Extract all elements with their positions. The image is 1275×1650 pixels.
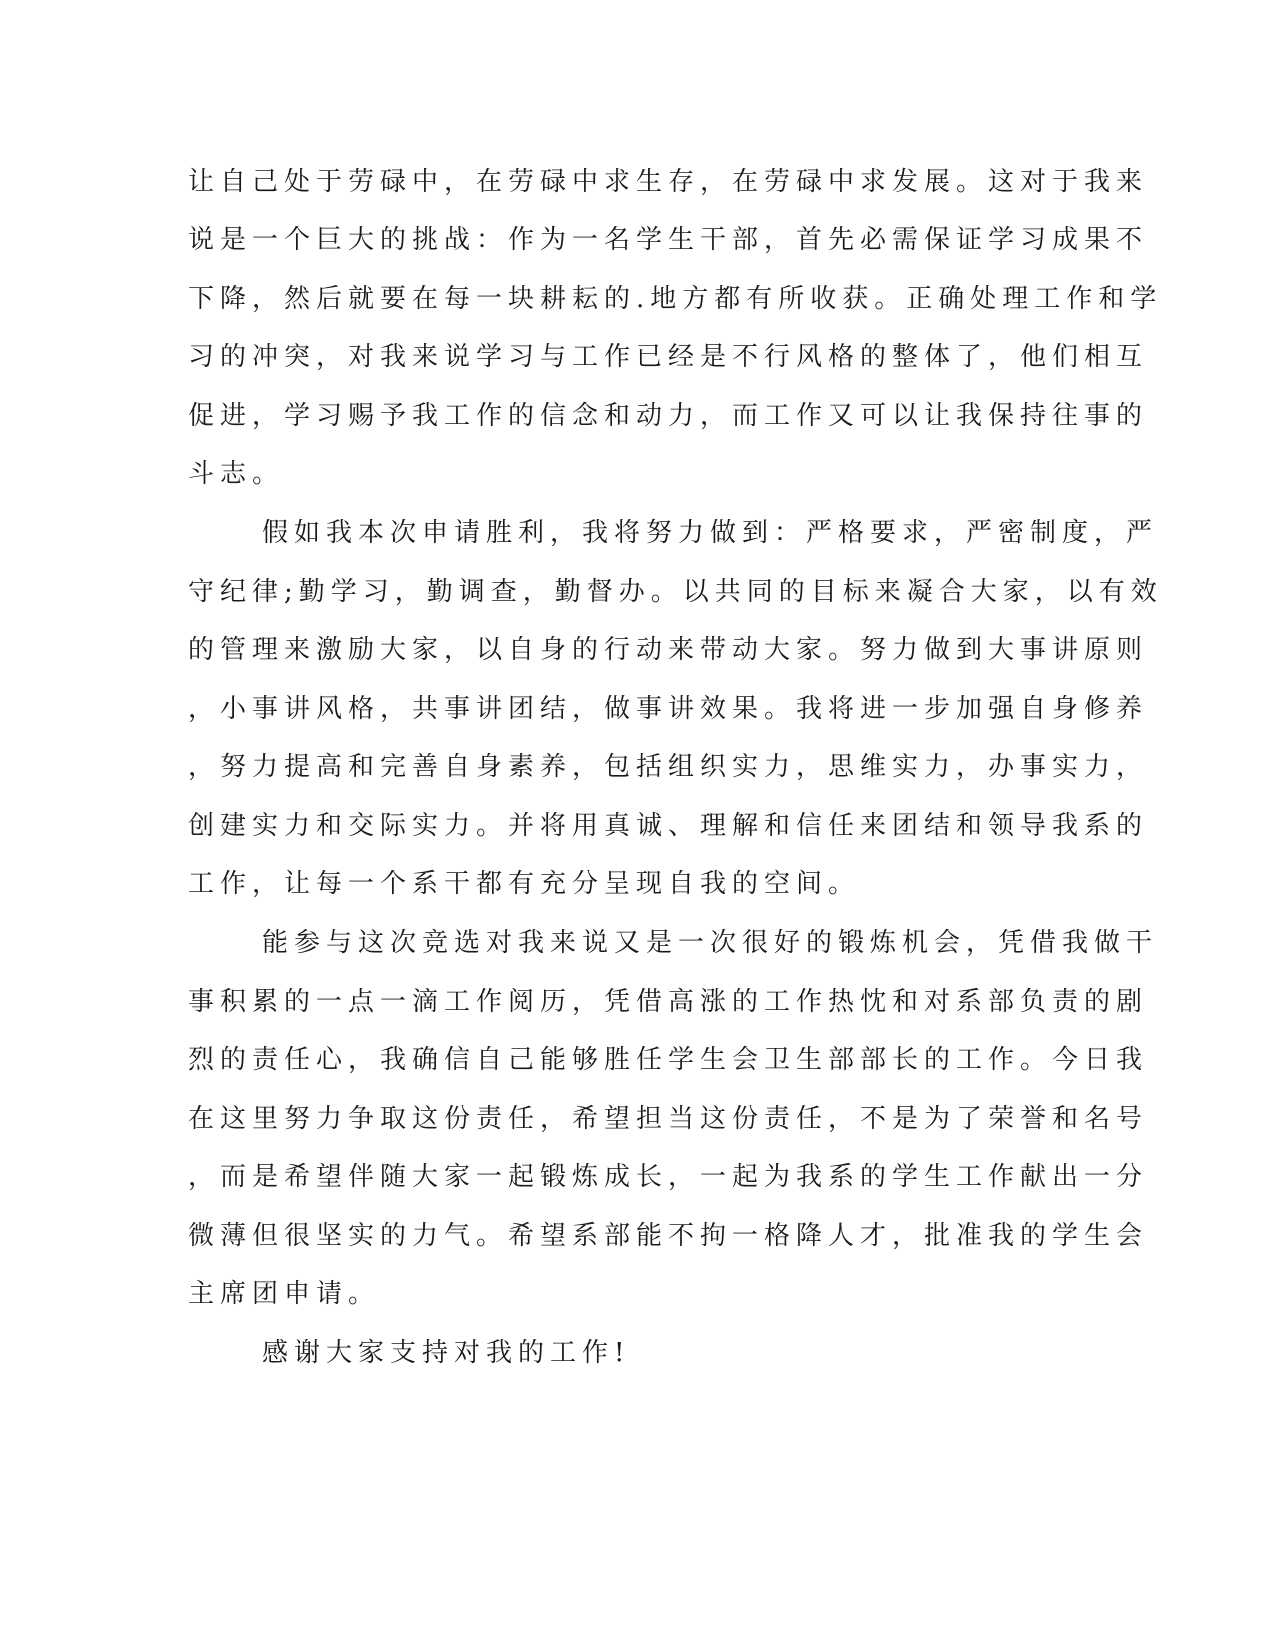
text-line: 下降，然后就要在每一块耕耘的.地方都有所收获。正确处理工作和学 [188,284,1163,314]
text-line: 烈的责任心，我确信自己能够胜任学生会卫生部部长的工作。今日我 [188,1045,1149,1075]
text-line: 微薄但很坚实的力气。希望系部能不拘一格降人才，批准我的学生会 [188,1221,1149,1251]
text-line: 工作，让每一个系干都有充分呈现自我的空间。 [188,869,861,899]
text-line: 感谢大家支持对我的工作! [262,1338,631,1368]
text-line: 主席团申请。 [188,1279,381,1309]
text-line: 守纪律;勤学习，勤调查，勤督办。以共同的目标来凝合大家，以有效 [188,577,1163,607]
text-line: 说是一个巨大的挑战：作为一名学生干部，首先必需保证学习成果不 [188,225,1149,255]
text-line: 事积累的一点一滴工作阅历，凭借高涨的工作热忱和对系部负责的剧 [188,987,1149,1017]
text-line: ，而是希望伴随大家一起锻炼成长，一起为我系的学生工作献出一分 [188,1162,1149,1192]
text-line: ，小事讲风格，共事讲团结，做事讲效果。我将进一步加强自身修养 [188,694,1149,724]
text-line: 创建实力和交际实力。并将用真诚、理解和信任来团结和领导我系的 [188,811,1149,841]
text-line: 习的冲突，对我来说学习与工作已经是不行风格的整体了，他们相互 [188,342,1149,372]
text-line: 能参与这次竞选对我来说又是一次很好的锻炼机会，凭借我做干 [262,928,1159,958]
text-line: 的管理来激励大家，以自身的行动来带动大家。努力做到大事讲原则 [188,635,1149,665]
text-line: 在这里努力争取这份责任，希望担当这份责任，不是为了荣誉和名号 [188,1104,1149,1134]
text-line: 斗志。 [188,459,285,489]
text-line: 让自己处于劳碌中，在劳碌中求生存，在劳碌中求发展。这对于我来 [188,167,1149,197]
text-line: 促进，学习赐予我工作的信念和动力，而工作又可以让我保持往事的 [188,401,1149,431]
text-line: 假如我本次申请胜利，我将努力做到：严格要求，严密制度，严 [262,518,1159,548]
text-line: ，努力提高和完善自身素养，包括组织实力，思维实力，办事实力， [188,752,1149,782]
